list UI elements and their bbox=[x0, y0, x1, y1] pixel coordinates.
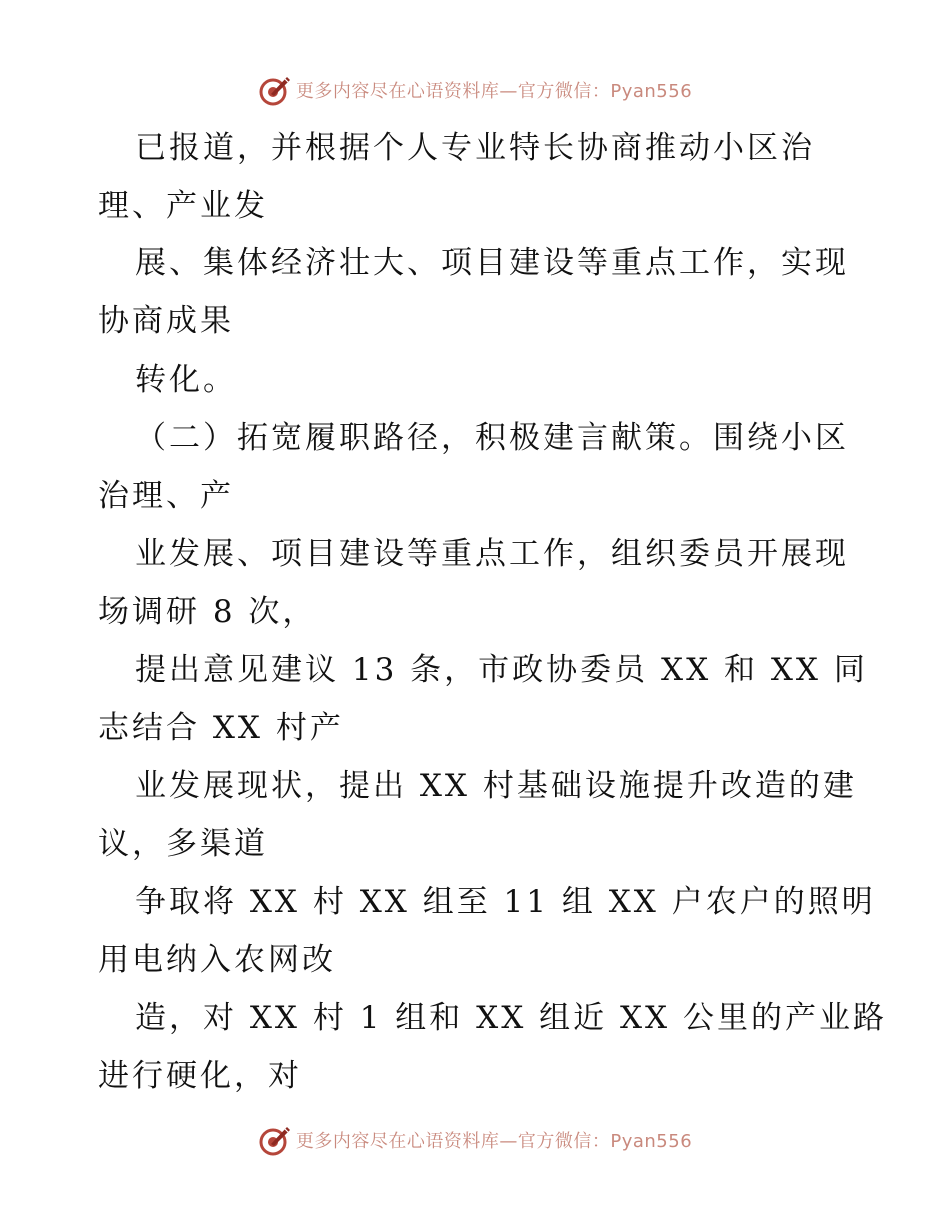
body-line: 用电纳入农网改 bbox=[98, 942, 336, 978]
banner-text: 更多内容尽在心语资料库—官方微信：Pyan556 bbox=[295, 1131, 693, 1152]
body-line: 治理、产 bbox=[98, 478, 234, 514]
body-line: 展、集体经济壮大、项目建设等重点工作，实现 bbox=[135, 245, 849, 281]
section-heading-line: （二）拓宽履职路径，积极建言献策。围绕小区 bbox=[135, 420, 849, 456]
pen-nib-logo-icon bbox=[258, 73, 292, 107]
body-line: 场调研 8 次， bbox=[98, 594, 317, 630]
body-line: 议，多渠道 bbox=[98, 826, 268, 862]
body-line: 协商成果 bbox=[98, 303, 234, 339]
body-line: 理、产业发 bbox=[98, 188, 268, 224]
body-line: 争取将 XX 村 XX 组至 11 组 XX 户农户的照明 bbox=[135, 884, 876, 920]
body-line: 业发展现状，提出 XX 村基础设施提升改造的建 bbox=[135, 768, 857, 804]
footer-watermark-banner bbox=[0, 1120, 950, 1160]
body-line: 造，对 XX 村 1 组和 XX 组近 XX 公里的产业路 bbox=[135, 1000, 887, 1036]
pen-nib-logo-icon bbox=[258, 1123, 292, 1157]
body-line: 志结合 XX 村产 bbox=[98, 710, 344, 746]
banner-text: 更多内容尽在心语资料库—官方微信：Pyan556 bbox=[295, 81, 693, 102]
body-line: 业发展、项目建设等重点工作，组织委员开展现 bbox=[135, 536, 849, 572]
body-line: 转化。 bbox=[135, 362, 237, 398]
body-line: 已报道，并根据个人专业特长协商推动小区治 bbox=[135, 130, 815, 166]
header-watermark-banner bbox=[0, 70, 950, 110]
body-line: 提出意见建议 13 条，市政协委员 XX 和 XX 同 bbox=[135, 652, 868, 688]
body-line: 进行硬化，对 bbox=[98, 1058, 302, 1094]
